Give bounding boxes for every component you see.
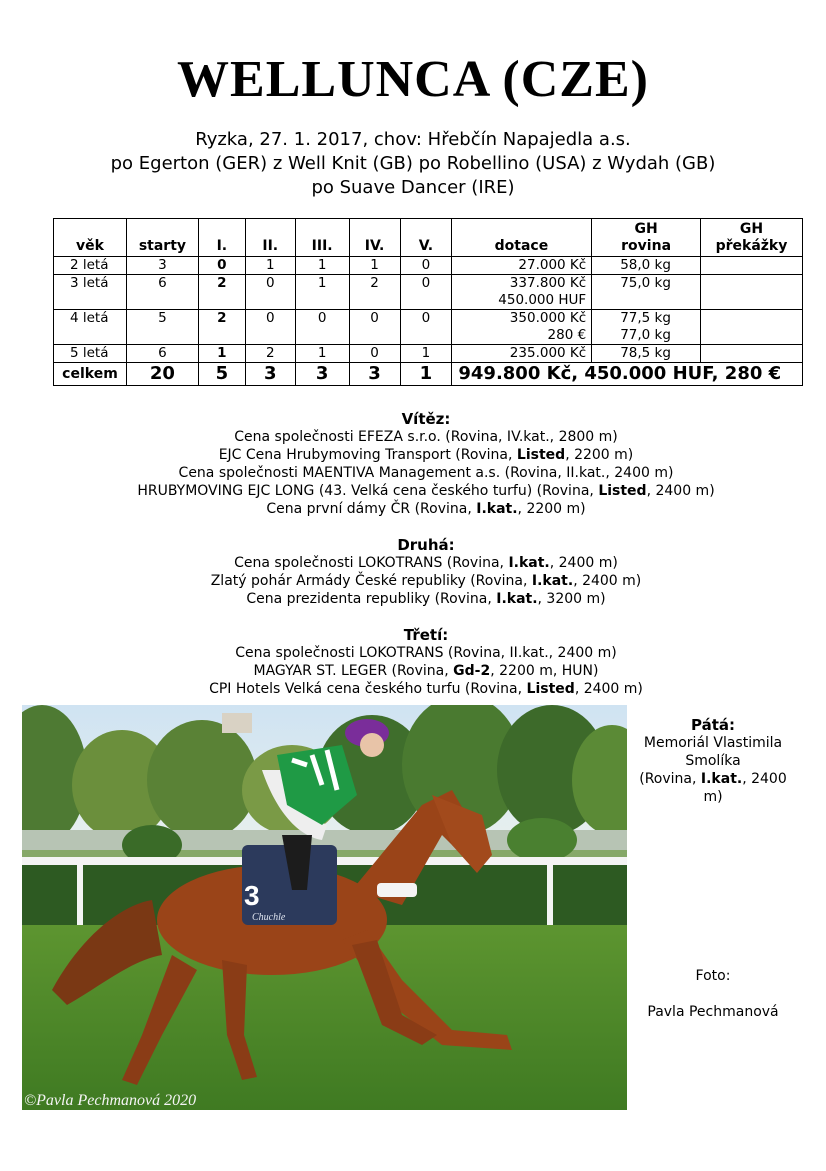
- race-text: , 2400 m): [549, 555, 618, 571]
- cell-gh-flat: [592, 345, 701, 363]
- race-text: Cena prezidenta republiky (Rovina,: [246, 591, 497, 607]
- rail-post: [77, 865, 83, 930]
- results-section: [0, 410, 826, 698]
- col-header-second: II.: [245, 219, 295, 257]
- second-heading: Druhá:: [397, 536, 455, 554]
- prize-line: 280 €: [547, 327, 587, 343]
- race-result-line: [0, 662, 826, 680]
- cell-place-5: 0: [400, 257, 452, 275]
- race-text: Zlatý pohár Armády České republiky (Rovina,: [210, 573, 532, 589]
- cell-place-4: 0: [349, 345, 400, 363]
- race-statistics-table: [53, 218, 803, 386]
- table-total-row: [54, 363, 803, 386]
- cell-place-1: 1: [198, 345, 245, 363]
- race-result-line: [0, 500, 826, 518]
- race-text: Cena společnosti LOKOTRANS (Rovina, II.kat., 2400 m): [235, 645, 617, 661]
- fifth-line-3-grade: I.kat.: [700, 771, 743, 787]
- cell-place-3: 1: [295, 275, 349, 310]
- cell-total-p2: 3: [245, 363, 295, 386]
- cell-place-1: 2: [198, 310, 245, 345]
- cell-prize: [452, 257, 592, 275]
- table-header-row: [54, 219, 803, 257]
- race-text: CPI Hotels Velká cena českého turfu (Rovina,: [209, 681, 527, 697]
- race-grade: I.kat.: [476, 501, 518, 517]
- race-text: Cena společnosti LOKOTRANS (Rovina,: [234, 555, 509, 571]
- fifth-line-2: Smolíka: [685, 753, 741, 769]
- prize-line: 235.000 Kč: [509, 345, 587, 361]
- race-text: , 2400 m): [574, 681, 643, 697]
- cell-age: 2 letá: [54, 257, 127, 275]
- cell-starts: 6: [126, 275, 198, 310]
- col-header-age: věk: [54, 219, 127, 257]
- winner-heading: Vítěz:: [401, 410, 451, 428]
- gh-line: 78,5 kg: [620, 345, 671, 361]
- cell-prize: [452, 345, 592, 363]
- cell-age: 4 letá: [54, 310, 127, 345]
- race-photo: [22, 705, 627, 1110]
- cell-place-2: 0: [245, 310, 295, 345]
- race-text: Cena první dámy ČR (Rovina,: [266, 501, 477, 517]
- col-header-prize: dotace: [452, 219, 592, 257]
- col-header-third: III.: [295, 219, 349, 257]
- cell-place-3: 0: [295, 310, 349, 345]
- cell-gh-jumps: [701, 257, 803, 275]
- pedigree-line-2: po Egerton (GER) z Well Knit (GB) po Robellino (USA) z Wydah (GB): [110, 153, 716, 174]
- race-text: MAGYAR ST. LEGER (Rovina,: [253, 663, 454, 679]
- rail-post: [547, 865, 553, 925]
- cell-place-5: 1: [400, 345, 452, 363]
- gh-line: 77,5 kg: [620, 310, 671, 326]
- third-heading: Třetí:: [403, 626, 449, 644]
- race-grade: Gd-2: [453, 663, 491, 679]
- saddle-number: 3: [244, 880, 260, 911]
- table-row: [54, 275, 803, 310]
- photo-credit-label: Foto:: [695, 968, 731, 984]
- cell-place-3: 1: [295, 345, 349, 363]
- pedigree-line-1: Ryzka, 27. 1. 2017, chov: Hřebčín Napajedla a.s.: [195, 129, 631, 150]
- race-result-line: [0, 482, 826, 500]
- race-text: , 2200 m): [517, 501, 586, 517]
- race-result-line: [0, 680, 826, 698]
- prize-line: 337.800 Kč: [509, 275, 587, 291]
- race-text: , 3200 m): [537, 591, 606, 607]
- race-text: , 2400 m): [573, 573, 642, 589]
- cell-gh-jumps: [701, 275, 803, 310]
- cell-place-2: 1: [245, 257, 295, 275]
- fifth-place-section: [628, 716, 798, 806]
- race-result-line: [0, 644, 826, 662]
- cell-prize: [452, 275, 592, 310]
- prize-line: 450.000 HUF: [498, 292, 587, 308]
- cell-place-1: 0: [198, 257, 245, 275]
- race-grade: Listed: [598, 483, 647, 499]
- cell-total-p1: 5: [198, 363, 245, 386]
- pedigree: [0, 128, 826, 200]
- cell-starts: 5: [126, 310, 198, 345]
- race-result-line: [0, 572, 826, 590]
- cell-place-2: 0: [245, 275, 295, 310]
- cell-total-label: celkem: [54, 363, 127, 386]
- race-text: , 2400 m): [646, 483, 715, 499]
- race-text: , 2200 m, HUN): [490, 663, 599, 679]
- race-text: , 2200 m): [565, 447, 634, 463]
- fifth-line-3-suffix: , 2400 m): [703, 771, 787, 805]
- race-photo-svg: [22, 705, 627, 1110]
- race-grade: I.kat.: [531, 573, 574, 589]
- fifth-line-3: [628, 770, 798, 806]
- race-text: Cena společnosti EFEZA s.r.o. (Rovina, IV.kat., 2800 m): [234, 429, 618, 445]
- race-result-line: [0, 554, 826, 572]
- cell-prize: [452, 310, 592, 345]
- photo-watermark: ©Pavla Pechmanová 2020: [24, 1092, 197, 1109]
- race-result-line: [0, 590, 826, 608]
- race-grade: I.kat.: [496, 591, 538, 607]
- race-result-line: [0, 446, 826, 464]
- prize-line: 350.000 Kč: [509, 310, 587, 326]
- col-header-starts: starty: [126, 219, 198, 257]
- cell-total-p5: 1: [400, 363, 452, 386]
- gh-line: 77,0 kg: [620, 327, 671, 343]
- photo-credit: [628, 967, 798, 1021]
- pedigree-line-3: po Suave Dancer (IRE): [311, 177, 515, 198]
- race-grade: Listed: [516, 447, 566, 463]
- winner-section: [0, 410, 826, 518]
- table-row: [54, 257, 803, 275]
- cell-place-5: 0: [400, 275, 452, 310]
- race-text: EJC Cena Hrubymoving Transport (Rovina,: [218, 447, 517, 463]
- saddle-sponsor: Chuchle: [252, 912, 286, 923]
- cell-age: 3 letá: [54, 275, 127, 310]
- gh-line: 75,0 kg: [620, 275, 671, 291]
- cell-place-1: 2: [198, 275, 245, 310]
- col-header-fourth: IV.: [349, 219, 400, 257]
- second-section: [0, 536, 826, 608]
- col-header-fifth: V.: [400, 219, 452, 257]
- cell-place-4: 1: [349, 257, 400, 275]
- cell-total-prize: 949.800 Kč, 450.000 HUF, 280 €: [452, 363, 803, 386]
- race-result-line: [0, 428, 826, 446]
- cell-total-p4: 3: [349, 363, 400, 386]
- bush-right: [507, 818, 577, 862]
- cell-starts: 6: [126, 345, 198, 363]
- fifth-heading: Pátá:: [690, 716, 735, 734]
- race-grade: Listed: [526, 681, 575, 697]
- fifth-line-1: Memoriál Vlastimila: [643, 735, 783, 751]
- cell-gh-flat: [592, 310, 701, 345]
- col-header-gh-flat: GH rovina: [592, 219, 701, 257]
- cell-total-starts: 20: [126, 363, 198, 386]
- cell-gh-jumps: [701, 310, 803, 345]
- cell-age: 5 letá: [54, 345, 127, 363]
- fifth-line-3-prefix: (Rovina,: [639, 771, 701, 787]
- third-section: [0, 626, 826, 698]
- race-text: Cena společnosti MAENTIVA Management a.s. (Rovina, II.kat., 2400 m): [178, 465, 674, 481]
- col-header-first: I.: [198, 219, 245, 257]
- cell-place-3: 1: [295, 257, 349, 275]
- cell-place-4: 2: [349, 275, 400, 310]
- prize-line: 27.000 Kč: [518, 257, 587, 273]
- photo-credit-name: Pavla Pechmanová: [647, 1004, 779, 1020]
- cell-gh-flat: [592, 275, 701, 310]
- cell-gh-jumps: [701, 345, 803, 363]
- cell-total-p3: 3: [295, 363, 349, 386]
- gh-line: 58,0 kg: [620, 257, 671, 273]
- cell-gh-flat: [592, 257, 701, 275]
- cell-place-2: 2: [245, 345, 295, 363]
- race-result-line: [0, 464, 826, 482]
- table-row: [54, 345, 803, 363]
- race-grade: I.kat.: [508, 555, 550, 571]
- cell-starts: 3: [126, 257, 198, 275]
- page-title: WELLUNCA (CZE): [177, 51, 649, 108]
- cell-place-5: 0: [400, 310, 452, 345]
- col-header-gh-jumps: GH překážky: [701, 219, 803, 257]
- race-text: HRUBYMOVING EJC LONG (43. Velká cena českého turfu) (Rovina,: [137, 483, 599, 499]
- cell-place-4: 0: [349, 310, 400, 345]
- table-row: [54, 310, 803, 345]
